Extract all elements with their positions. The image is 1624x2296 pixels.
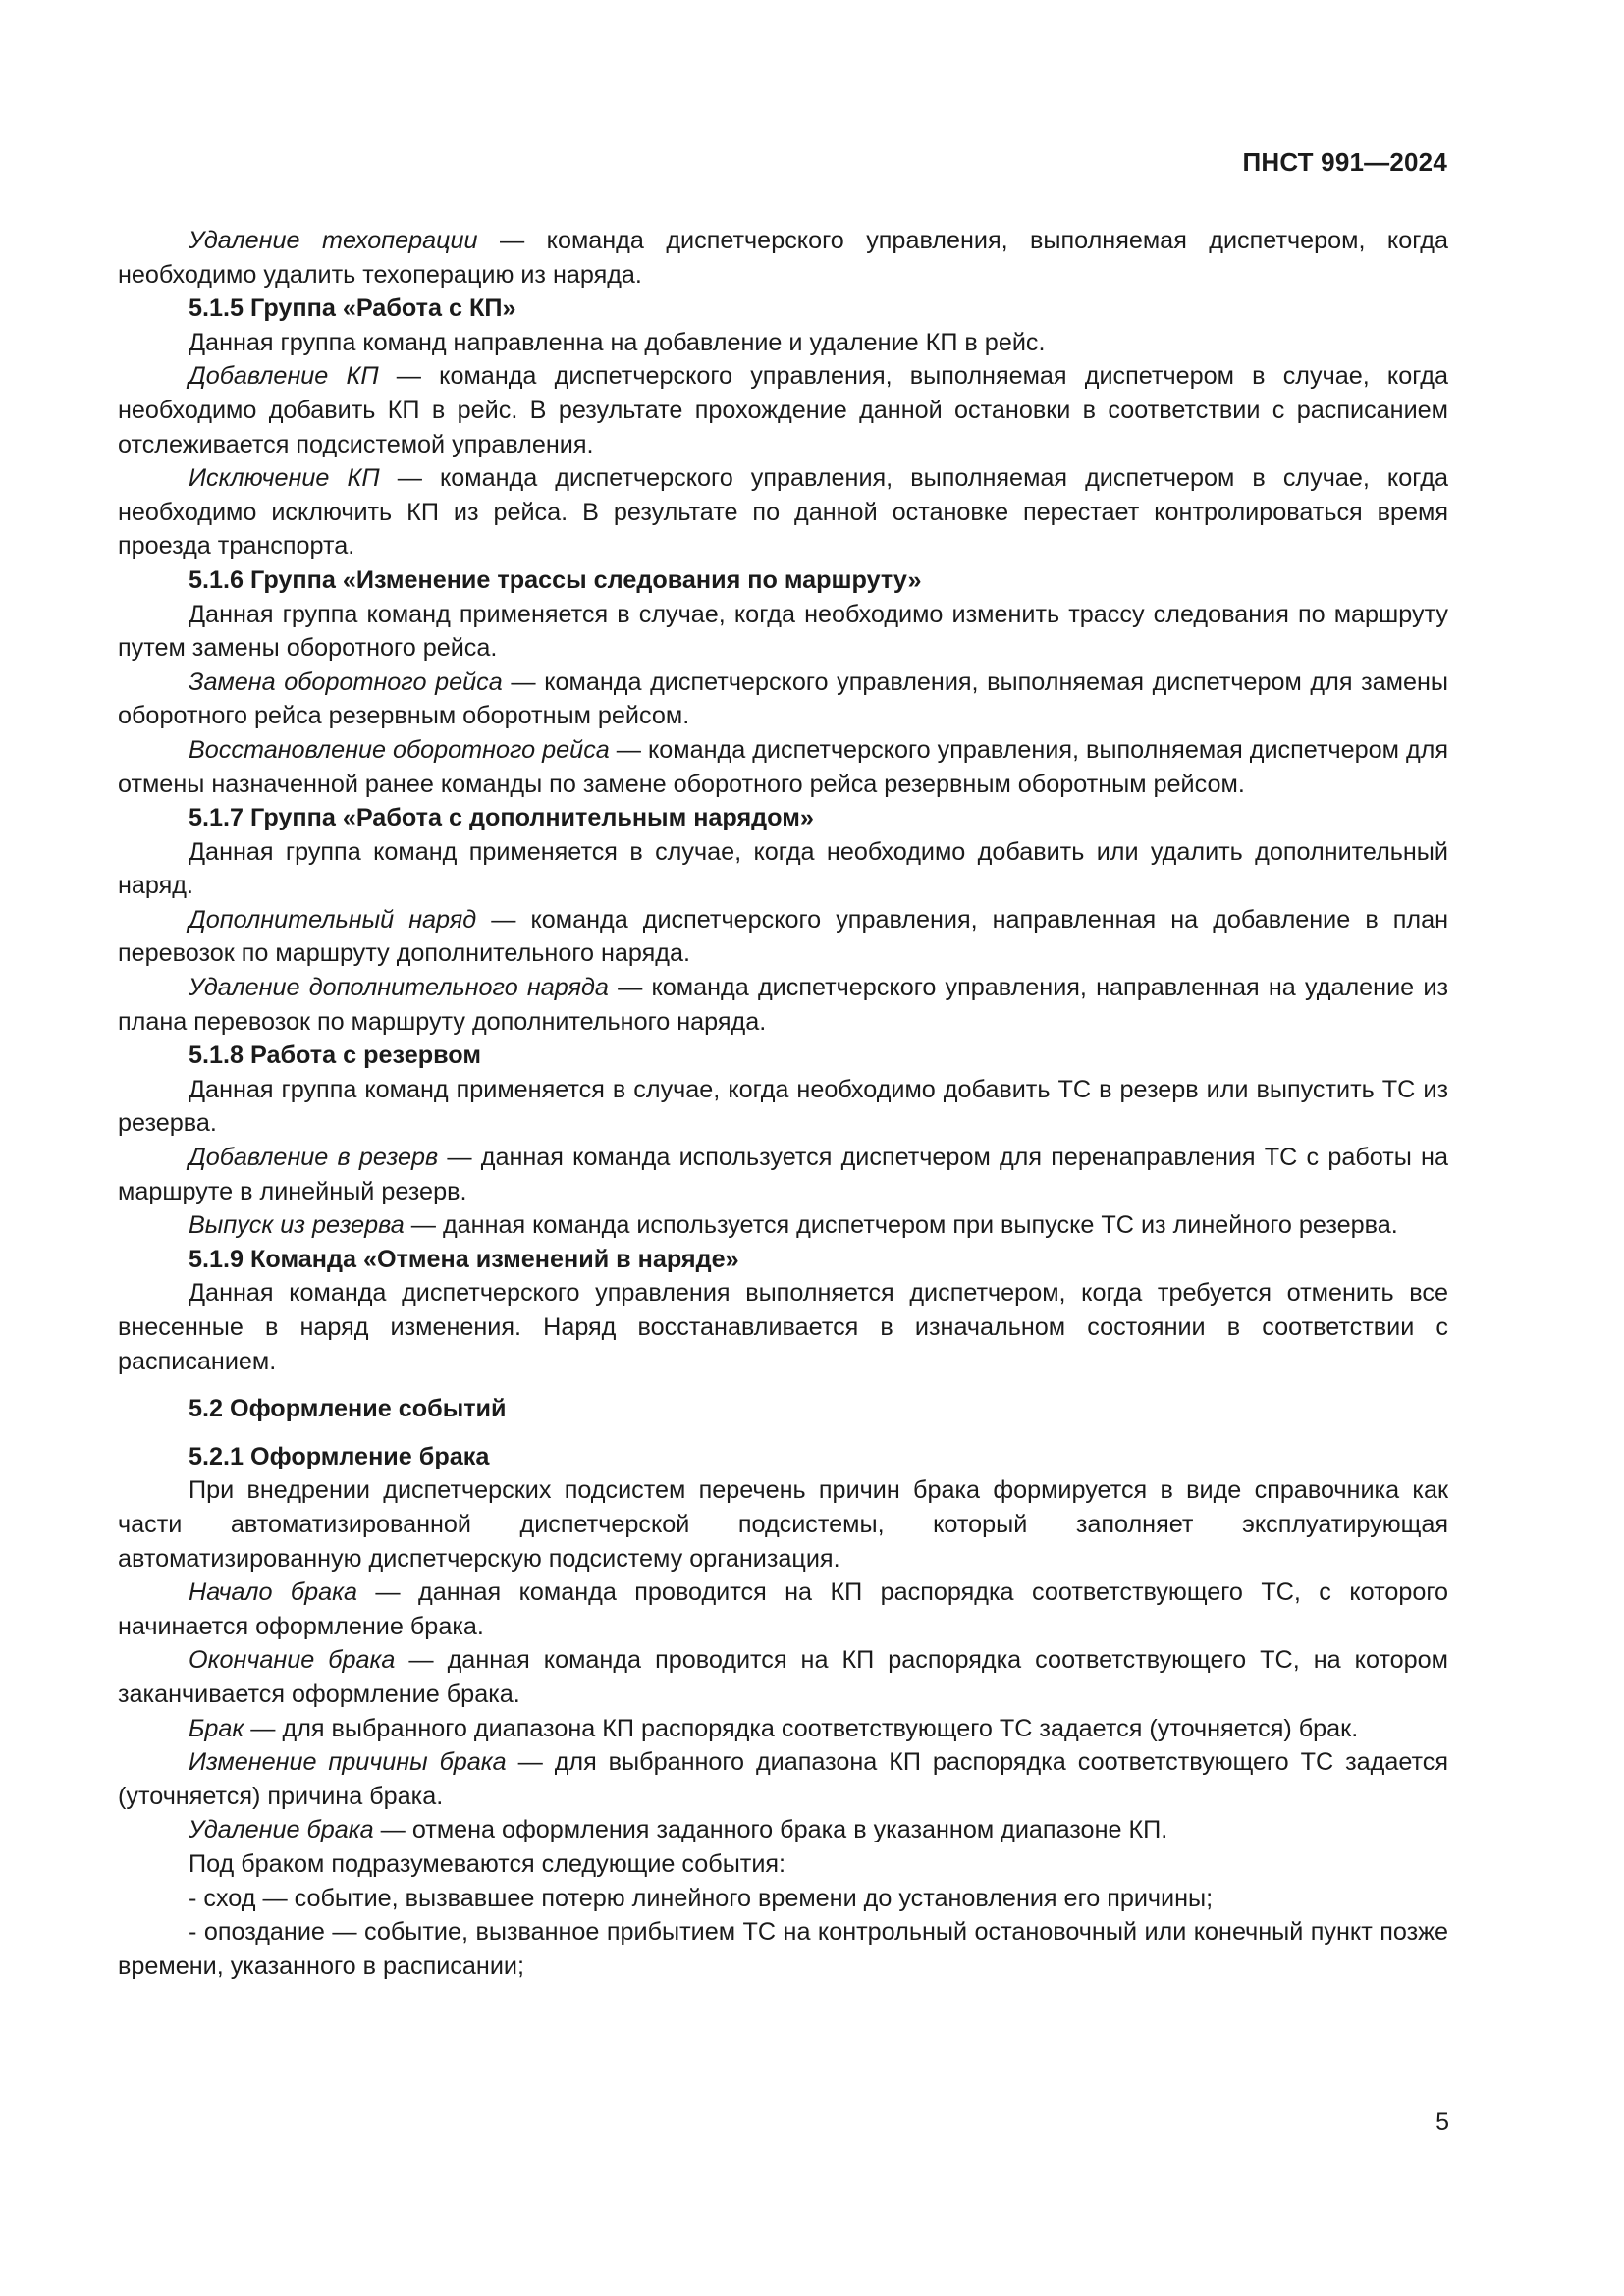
- definition: — команда диспетчерского управления, выполняемая диспетчером для замены оборотного рейса резервным оборотным рейсом.: [118, 667, 1448, 730]
- term: Дополнительный наряд: [189, 905, 477, 934]
- definition: — для выбранного диапазона КП распорядка соответствующего ТС задается (уточняется) брак.: [244, 1714, 1359, 1742]
- paragraph: Данная группа команд применяется в случае, когда необходимо изменить трассу следования по маршруту путем замены оборотного рейса.: [118, 600, 1448, 663]
- definition: — команда диспетчерского управления, выполняемая диспетчером в случае, когда необходимо добавить КП в рейс. В результате прохождение данной остановки в соответствии с расписанием отслеживается подсистемой управления.: [118, 362, 1448, 458]
- definition: — данная команда используется диспетчером для перенаправления ТС с работы на маршруте в линейный резерв.: [118, 1144, 1448, 1205]
- definition: — команда диспетчерского управления, выполняемая диспетчером для отмены назначенной ранее команды по замене оборотного рейса резервным оборотным рейсом.: [118, 735, 1448, 798]
- paragraph: [118, 1745, 1448, 1813]
- paragraph: [118, 733, 1448, 801]
- paragraph: [118, 1813, 1448, 1847]
- term: Выпуск из резерва: [189, 1211, 405, 1240]
- paragraph: [118, 971, 1448, 1039]
- page-number: 5: [1435, 2109, 1449, 2136]
- term: Брак: [189, 1714, 244, 1742]
- paragraph: Данная группа команд применяется в случае, когда необходимо добавить или удалить дополнительный наряд.: [118, 837, 1448, 900]
- paragraph: При внедрении диспетчерских подсистем перечень причин брака формируется в виде справочника как части автоматизированной диспетчерской подсистемы, который заполняет эксплуатирующая автоматизированную диспетчерскую подсистему организация.: [118, 1476, 1448, 1573]
- term: Замена оборотного рейса: [189, 667, 503, 696]
- definition: — команда диспетчерского управления, выполняемая диспетчером в случае, когда необходимо исключить КП из рейса. В результате по данной остановке перестает контролироваться время проезда транспорта.: [118, 464, 1449, 561]
- list-item: - опоздание — событие, вызванное прибытием ТС на контрольный остановочный или конечный пункт позже времени, указанного в расписании;: [118, 1918, 1448, 1980]
- term: Добавление КП: [189, 362, 379, 391]
- definition: — данная команда используется диспетчером при выпуске ТС из линейного резерва.: [404, 1211, 1398, 1240]
- definition: — для выбранного диапазона КП распорядка соответствующего ТС задается (уточняется) причина брака.: [118, 1748, 1448, 1810]
- document-body: [118, 224, 1448, 1983]
- term: Добавление в резерв: [189, 1144, 439, 1172]
- paragraph: [118, 1208, 1448, 1243]
- section-heading: 5.1.6 Группа «Изменение трассы следования по маршруту»: [189, 565, 922, 594]
- definition: — команда диспетчерского управления, направленная на удаление из плана перевозок по маршруту дополнительного наряда.: [118, 974, 1448, 1036]
- section-heading: 5.1.7 Группа «Работа с дополнительным нарядом»: [189, 804, 814, 832]
- term: Восстановление оборотного рейса: [189, 735, 610, 764]
- term: Удаление дополнительного наряда: [189, 974, 609, 1002]
- term: Удаление техоперации: [189, 227, 478, 254]
- paragraph: Данная команда диспетчерского управления выполняется диспетчером, когда требуется отменить все внесенные в наряд изменения. Наряд восстанавливается в изначальном состоянии в соответствии с расписанием.: [118, 1279, 1448, 1375]
- paragraph: [118, 903, 1448, 971]
- paragraph: [118, 1575, 1448, 1643]
- list-item: - сход — событие, вызвавшее потерю линейного времени до установления его причины;: [189, 1884, 1214, 1912]
- section-heading: 5.1.5 Группа «Работа с КП»: [189, 294, 516, 323]
- paragraph: Данная группа команд направленна на добавление и удаление КП в рейс.: [189, 328, 1046, 356]
- definition: — команда диспетчерского управления, направленная на добавление в план перевозок по маршруту дополнительного наряда.: [118, 905, 1449, 968]
- paragraph: Данная группа команд применяется в случае, когда необходимо добавить ТС в резерв или выпустить ТС из резерва.: [118, 1075, 1448, 1138]
- term: Окончание брака: [189, 1646, 396, 1675]
- paragraph: [118, 359, 1448, 461]
- paragraph: [118, 1712, 1448, 1746]
- term: Начало брака: [189, 1578, 357, 1607]
- paragraph: [118, 224, 1448, 292]
- term: Исключение КП: [189, 464, 380, 493]
- definition: — отмена оформления заданного брака в указанном диапазоне КП.: [373, 1816, 1168, 1844]
- term: Удаление брака: [189, 1816, 374, 1844]
- paragraph: [118, 1643, 1448, 1711]
- term: Изменение причины брака: [189, 1748, 507, 1777]
- definition: — команда диспетчерского управления, выполняемая диспетчером, когда необходимо удалить техоперацию из наряда.: [118, 227, 1448, 289]
- paragraph: [118, 1141, 1448, 1208]
- section-heading: 5.2 Оформление событий: [189, 1395, 507, 1423]
- document-code: ПНСТ 991—2024: [1242, 147, 1447, 177]
- section-heading: 5.1.8 Работа с резервом: [189, 1041, 481, 1070]
- section-heading: 5.2.1 Оформление брака: [189, 1442, 490, 1470]
- section-heading: 5.1.9 Команда «Отмена изменений в наряде»: [189, 1245, 739, 1273]
- paragraph: Под браком подразумеваются следующие события:: [189, 1849, 786, 1878]
- definition: — данная команда проводится на КП распорядка соответствующего ТС, с которого начинается оформление брака.: [118, 1578, 1448, 1640]
- definition: — данная команда проводится на КП распорядка соответствующего ТС, на котором заканчивается оформление брака.: [118, 1646, 1448, 1708]
- paragraph: [118, 666, 1448, 733]
- paragraph: [118, 461, 1448, 563]
